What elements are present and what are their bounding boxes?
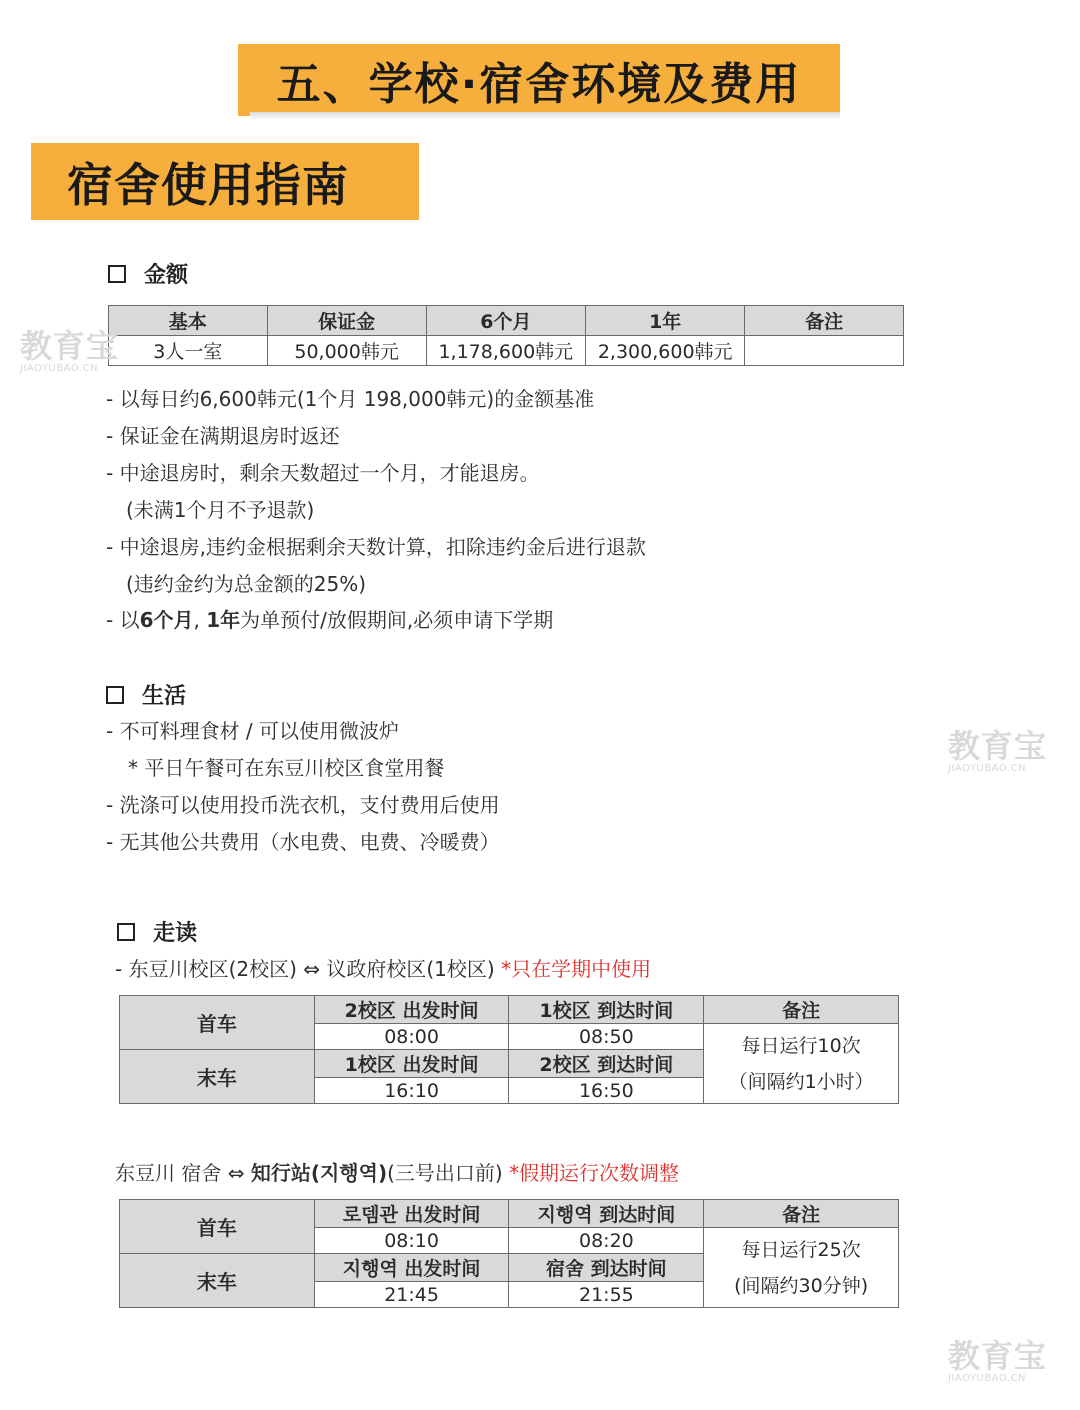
watermark-logo (20, 327, 120, 374)
fees-cell: 2,300,600韩元 (586, 336, 745, 366)
fees-header-cell: 基本 (109, 306, 268, 336)
time-header: 로뎀관 出发时间 (314, 1200, 509, 1228)
watermark-url: JIAOYUBAO.CN (20, 363, 98, 374)
watermark-url: JIAOYUBAO.CN (948, 1373, 1026, 1384)
text-segment: 为单预付/放假期间,必须申请下学期 (240, 608, 554, 632)
watermark-text: 教育宝 (20, 327, 120, 365)
text-segment: , (193, 608, 207, 632)
watermark-logo (948, 727, 1048, 774)
remark-cell (704, 1228, 899, 1308)
fees-header-cell: 备注 (745, 306, 904, 336)
remark-line: （间隔约1小时） (728, 1070, 874, 1093)
text-bold: 1年 (206, 608, 241, 632)
shuttle-table-campus (119, 995, 899, 1104)
last-bus-label: 末车 (120, 1050, 315, 1104)
life-heading (106, 679, 186, 710)
watermark-text: 教育宝 (948, 1337, 1048, 1375)
route-text: 东豆川 宿舍 ⇔ (115, 1161, 251, 1185)
fees-cell: 3人一室 (109, 336, 268, 366)
time-cell: 08:10 (314, 1228, 509, 1254)
first-bus-label: 首车 (120, 996, 315, 1050)
life-line: - 无其他公共费用（水电费、电费、冷暖费） (106, 830, 500, 854)
route-text: (三号出口前) (387, 1161, 503, 1185)
route-text: - 东豆川校区(2校区) ⇔ 议政府校区(1校区) (115, 957, 495, 981)
title-shadow (250, 112, 840, 120)
checkbox-icon (106, 686, 124, 704)
life-heading-text: 生活 (142, 684, 187, 709)
remark-header: 备注 (704, 1200, 899, 1228)
fees-heading (108, 258, 188, 289)
commute-heading-text: 走读 (153, 921, 198, 946)
fees-header-cell: 1年 (586, 306, 745, 336)
fees-header-cell: 保证金 (267, 306, 426, 336)
watermark-logo (948, 1337, 1048, 1384)
fees-cell (745, 336, 904, 366)
watermark-url: JIAOYUBAO.CN (948, 763, 1026, 774)
remark-cell (704, 1024, 899, 1104)
fees-note: (违约金约为总金额的25%) (126, 572, 367, 596)
remark-line: 每日运行10次 (741, 1034, 861, 1057)
section-title: 宿舍使用指南 (31, 143, 419, 220)
time-header: 지행역 出发时间 (314, 1254, 509, 1282)
checkbox-icon (117, 923, 135, 941)
fees-note: - 保证金在满期退房时返还 (106, 424, 340, 448)
time-cell: 08:20 (509, 1228, 704, 1254)
fees-heading-text: 金额 (144, 263, 189, 288)
watermark-text: 教育宝 (948, 727, 1048, 765)
life-line: - 不可料理食材 / 可以使用微波炉 (106, 719, 400, 743)
fees-header-cell: 6个月 (426, 306, 585, 336)
last-bus-label: 末车 (120, 1254, 315, 1308)
fees-note-prepay (106, 604, 553, 633)
route-note: *假期运行次数调整 (509, 1161, 680, 1185)
remark-line: 每日运行25次 (741, 1238, 861, 1261)
route-dorm (115, 1157, 679, 1186)
route-note: *只在学期中使用 (501, 957, 652, 981)
fees-cell: 1,178,600韩元 (426, 336, 585, 366)
shuttle-table-dorm (119, 1199, 899, 1308)
time-cell: 21:55 (509, 1282, 704, 1308)
fees-note: - 中途退房时，剩余天数超过一个月，才能退房。 (106, 461, 540, 485)
route-campus (115, 953, 651, 982)
commute-heading (117, 916, 197, 947)
fees-table (108, 305, 904, 366)
remark-header: 备注 (704, 996, 899, 1024)
page-title: 五、学校·宿舍环境及费用 (238, 44, 840, 116)
first-bus-label: 首车 (120, 1200, 315, 1254)
route-station-korean: (지행역) (310, 1161, 388, 1185)
text-segment: - 以 (106, 608, 140, 632)
life-line: - 洗涤可以使用投币洗衣机，支付费用后使用 (106, 793, 500, 817)
time-cell: 16:10 (314, 1078, 509, 1104)
fees-note: (未满1个月不予退款) (126, 498, 315, 522)
time-header: 2校区 到达时间 (509, 1050, 704, 1078)
time-cell: 08:00 (314, 1024, 509, 1050)
text-bold: 6个月 (139, 608, 194, 632)
time-header: 1校区 出发时间 (314, 1050, 509, 1078)
time-cell: 16:50 (509, 1078, 704, 1104)
life-line: * 平日午餐可在东豆川校区食堂用餐 (128, 756, 445, 780)
time-cell: 21:45 (314, 1282, 509, 1308)
time-header: 宿舍 到达时间 (509, 1254, 704, 1282)
time-cell: 08:50 (509, 1024, 704, 1050)
fees-note: - 以每日约6,600韩元(1个月 198,000韩元)的金额基准 (106, 387, 595, 411)
fees-cell: 50,000韩元 (267, 336, 426, 366)
remark-line: (间隔约30分钟) (734, 1274, 869, 1297)
time-header: 2校区 出发时间 (314, 996, 509, 1024)
route-station: 知行站 (250, 1161, 311, 1185)
checkbox-icon (108, 265, 126, 283)
time-header: 지행역 到达时间 (509, 1200, 704, 1228)
fees-note: - 中途退房,违约金根据剩余天数计算，扣除违约金后进行退款 (106, 535, 646, 559)
time-header: 1校区 到达时间 (509, 996, 704, 1024)
